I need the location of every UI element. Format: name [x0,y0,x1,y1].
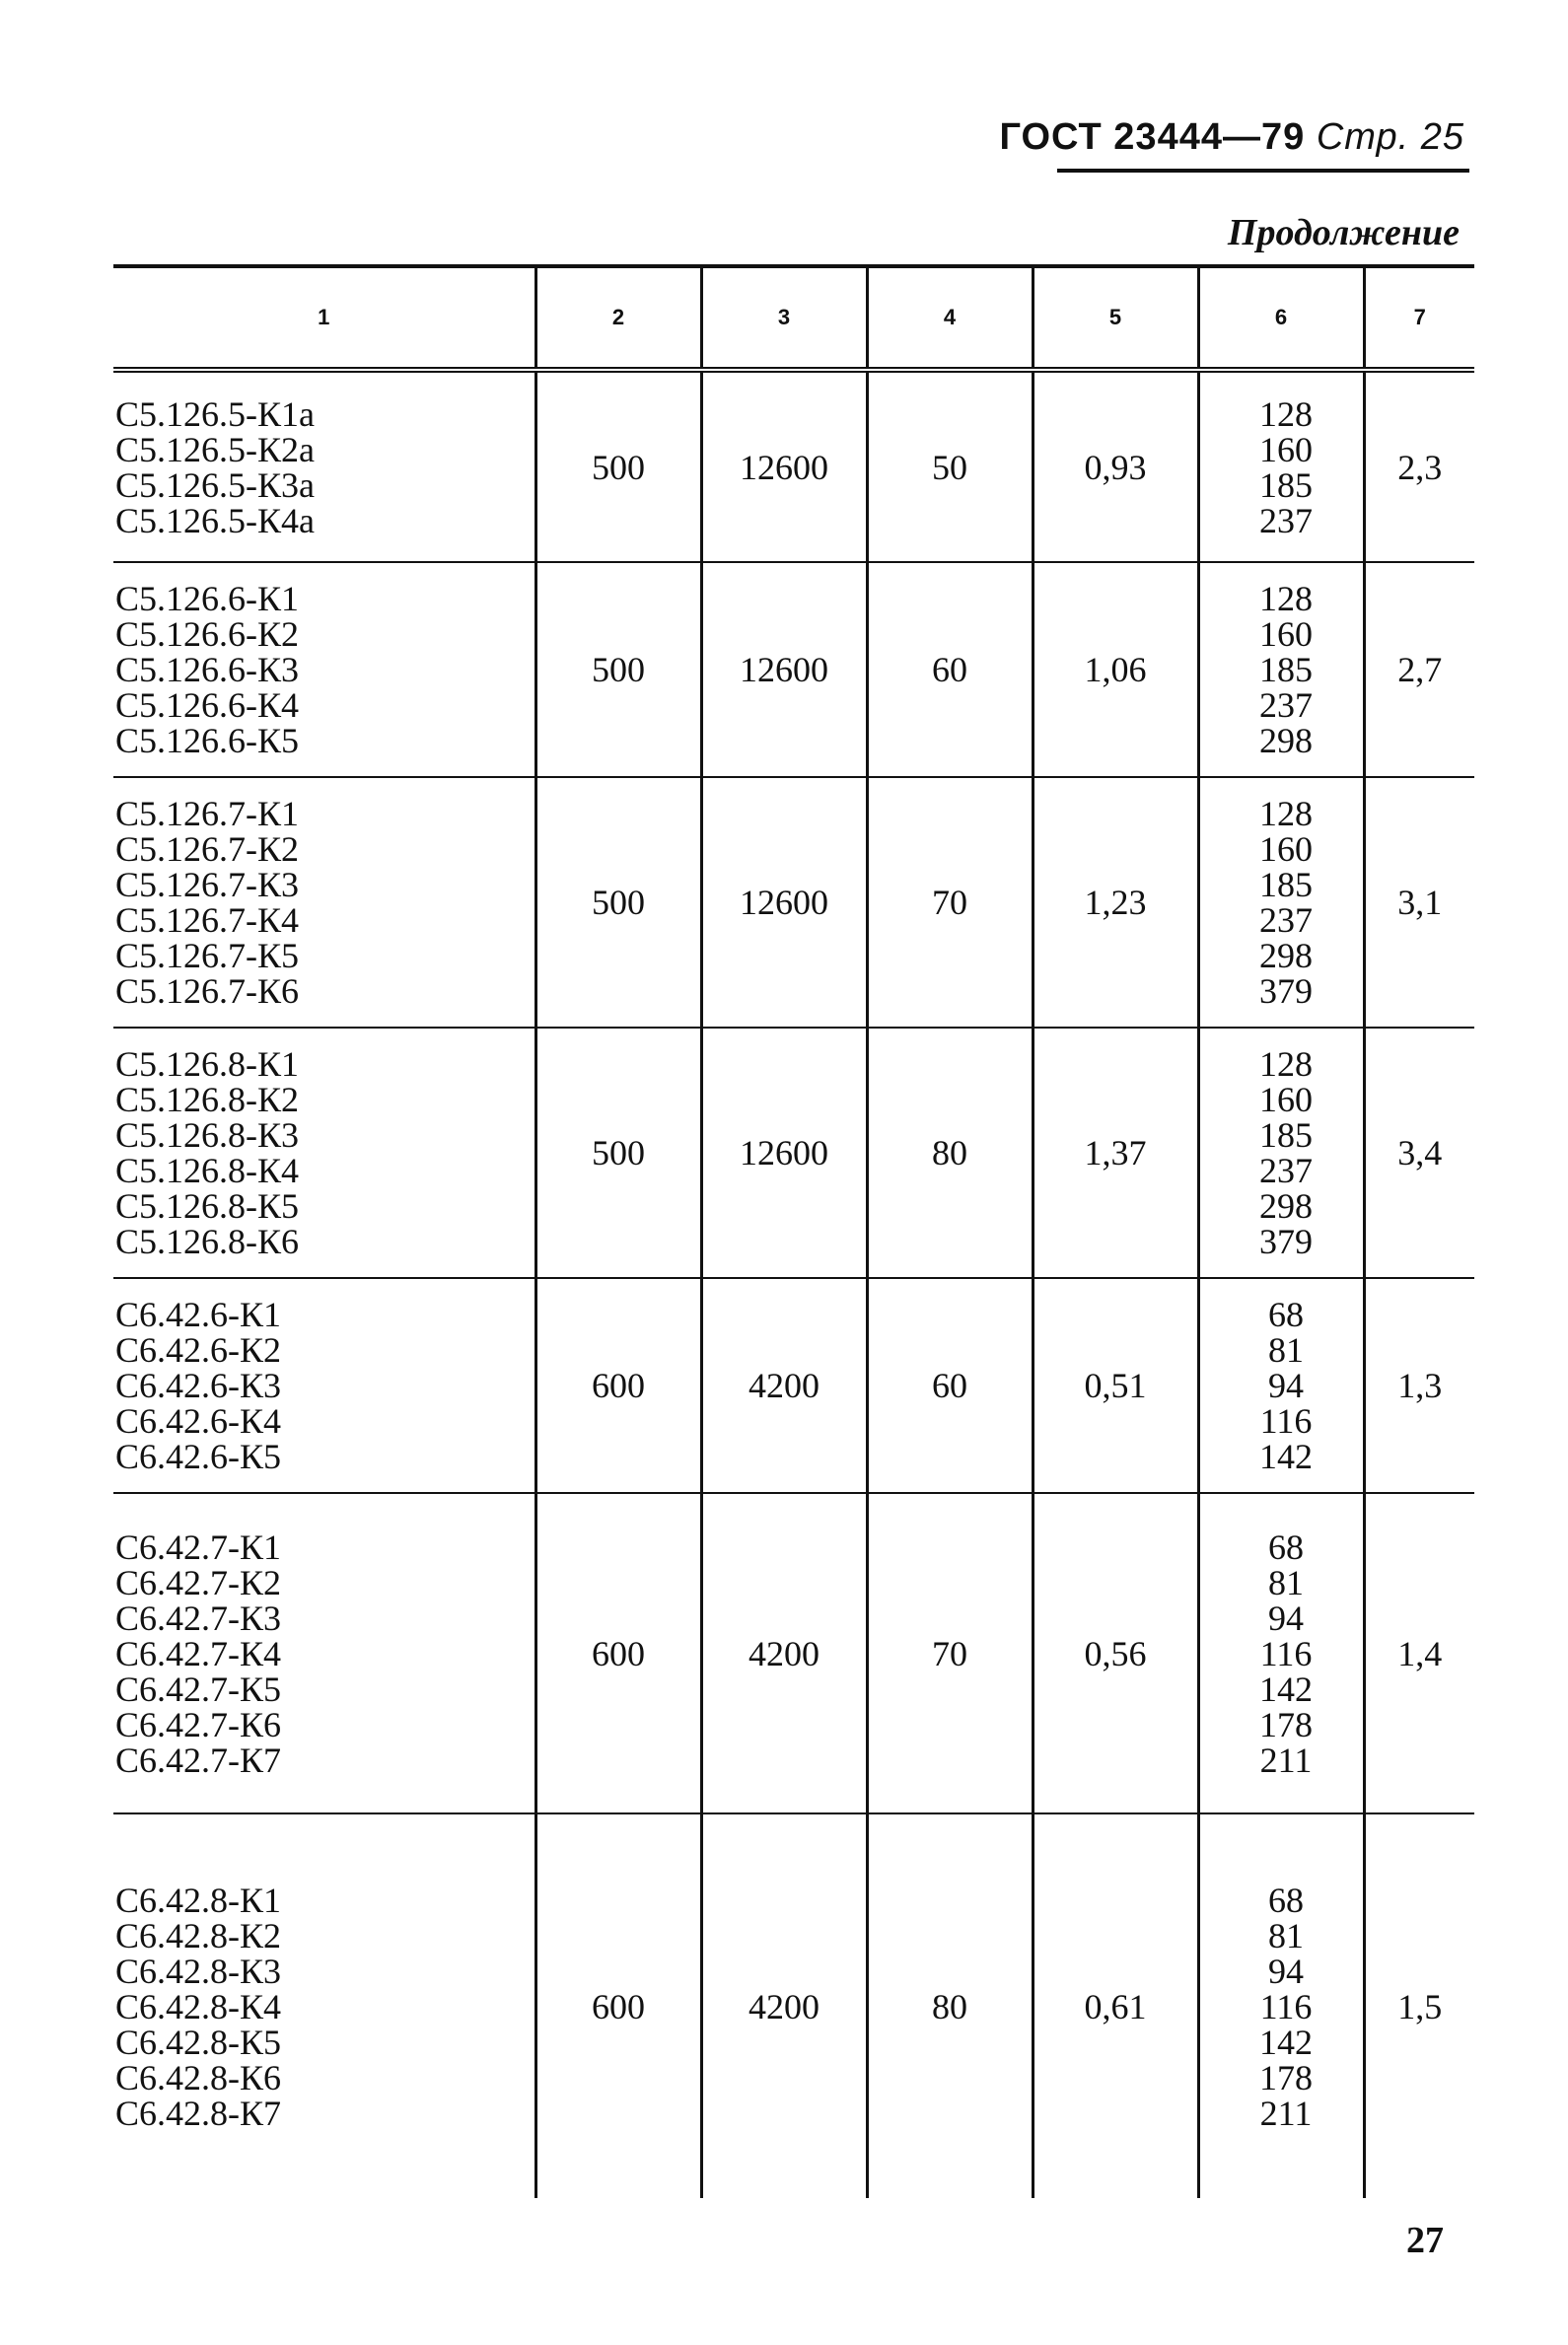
mark-line: С6.42.6-К4 [115,1401,282,1441]
mark-line: С5.126.7-К5 [115,936,300,975]
mark-line: С5.126.8-К2 [115,1080,300,1119]
column-header: 4 [867,266,1033,370]
value-cell: 600 [535,1278,701,1493]
value-cell: 0,56 [1033,1493,1198,1813]
mark-cell [113,1493,535,1813]
header-row [113,266,1474,370]
mark-line: С6.42.8-К1 [115,1880,282,1920]
load-line: 178 [1259,1704,1313,1744]
column-header: 5 [1033,266,1198,370]
table-row [113,370,1474,562]
mark-line: С6.42.6-К1 [115,1295,282,1334]
value-cell: 1,06 [1033,562,1198,777]
gost-number: ГОСТ 23444—79 [999,116,1306,158]
value-cell: 60 [867,1278,1033,1493]
mark-cell [113,1028,535,1278]
mark-line: С5.126.5-К2а [115,429,315,469]
load-line: 94 [1268,1951,1304,1991]
mark-cell [113,1813,535,2198]
load-line: 68 [1268,1880,1304,1920]
value-cell: 0,61 [1033,1813,1198,2198]
mark-line: С5.126.8-К5 [115,1186,300,1226]
mark-line: С6.42.8-К4 [115,1986,282,2026]
value-cell: 12600 [701,562,867,777]
table-row [113,1278,1474,1493]
value-cell: 12600 [701,1028,867,1278]
value-cell: 12600 [701,370,867,562]
load-line: 185 [1259,865,1313,904]
mark-line: С5.126.5-К3а [115,464,315,505]
value-cell: 2,3 [1364,370,1474,562]
value-cell: 1,3 [1364,1278,1474,1493]
load-line: 116 [1259,1633,1313,1673]
mark-line: С5.126.6-К4 [115,685,300,725]
load-line: 81 [1268,1562,1304,1602]
value-cell: 80 [867,1813,1033,2198]
mark-line: С5.126.7-К6 [115,971,300,1011]
mark-cell [113,370,535,562]
load-line: 185 [1259,464,1313,505]
mark-line: С6.42.8-К6 [115,2057,282,2097]
value-cell: 4200 [701,1493,867,1813]
load-cell [1198,1028,1364,1278]
load-line: 178 [1259,2057,1313,2097]
mark-line: С6.42.6-К3 [115,1366,282,1405]
load-line: 116 [1259,1986,1313,2026]
value-cell: 4200 [701,1278,867,1493]
mark-line: С6.42.7-К3 [115,1598,282,1638]
mark-line: С6.42.7-К1 [115,1527,282,1567]
value-cell: 1,5 [1364,1813,1474,2198]
load-line: 128 [1259,579,1313,618]
mark-line: С6.42.8-К5 [115,2022,282,2062]
load-cell [1198,1813,1364,2198]
column-header: 6 [1198,266,1364,370]
mark-line: С5.126.6-К2 [115,614,300,654]
load-line: 142 [1259,1669,1313,1709]
value-cell: 1,4 [1364,1493,1474,1813]
mark-cell [113,1278,535,1493]
load-line: 160 [1259,829,1313,869]
mark-cell [113,777,535,1028]
load-cell [1198,562,1364,777]
load-line: 237 [1259,685,1313,725]
mark-line: С6.42.7-К4 [115,1633,282,1673]
mark-line: С6.42.8-К7 [115,2093,282,2133]
value-cell: 50 [867,370,1033,562]
mark-cell [113,562,535,777]
load-line: 237 [1259,500,1313,540]
load-line: 379 [1259,971,1313,1011]
page-header [999,116,1464,159]
mark-line: С6.42.7-К5 [115,1669,282,1709]
mark-line: С5.126.5-К4а [115,500,315,540]
load-line: 81 [1268,1915,1304,1955]
value-cell: 600 [535,1813,701,2198]
page-label: Стр. 25 [1316,116,1464,158]
value-cell: 12600 [701,777,867,1028]
mark-line: С6.42.8-К3 [115,1951,282,1991]
table-body [113,370,1474,2198]
column-header: 1 [113,266,535,370]
mark-line: С5.126.8-К4 [115,1151,300,1190]
page-number: 27 [1406,2220,1444,2261]
load-cell [1198,1493,1364,1813]
value-cell: 1,23 [1033,777,1198,1028]
load-line: 185 [1259,650,1313,689]
value-cell: 3,1 [1364,777,1474,1028]
value-cell: 70 [867,777,1033,1028]
load-line: 298 [1259,936,1313,975]
value-cell: 80 [867,1028,1033,1278]
mark-line: С5.126.8-К1 [115,1044,300,1084]
value-cell: 70 [867,1493,1033,1813]
table-row [113,1813,1474,2198]
load-line: 298 [1259,721,1313,760]
load-line: 160 [1259,614,1313,654]
mark-line: С5.126.8-К3 [115,1115,300,1155]
mark-line: С5.126.7-К4 [115,900,300,940]
mark-line: С5.126.8-К6 [115,1222,300,1261]
value-cell: 0,93 [1033,370,1198,562]
load-line: 94 [1268,1366,1304,1405]
mark-line: С5.126.6-К1 [115,579,300,618]
table-row [113,777,1474,1028]
mark-line: С5.126.6-К5 [115,721,300,760]
load-line: 94 [1268,1598,1304,1638]
mark-line: С6.42.6-К2 [115,1330,282,1370]
load-line: 237 [1259,900,1313,940]
specification-table [113,264,1474,2198]
mark-line: С5.126.7-К3 [115,865,300,904]
load-cell [1198,777,1364,1028]
value-cell: 3,4 [1364,1028,1474,1278]
load-line: 298 [1259,1186,1313,1226]
load-line: 379 [1259,1222,1313,1261]
table-row [113,1028,1474,1278]
header-rule [1057,169,1469,173]
value-cell: 500 [535,562,701,777]
table-row [113,562,1474,777]
value-cell: 600 [535,1493,701,1813]
value-cell: 500 [535,777,701,1028]
load-line: 211 [1259,1740,1313,1780]
load-line: 116 [1259,1401,1313,1441]
load-line: 160 [1259,1080,1313,1119]
load-line: 128 [1259,1044,1313,1084]
table-row [113,1493,1474,1813]
load-line: 68 [1268,1527,1304,1567]
load-line: 81 [1268,1330,1304,1370]
mark-line: С6.42.8-К2 [115,1915,282,1955]
mark-line: С5.126.5-К1а [115,393,315,434]
value-cell: 500 [535,370,701,562]
value-cell: 60 [867,562,1033,777]
mark-line: С6.42.7-К6 [115,1704,282,1744]
mark-line: С5.126.7-К2 [115,829,300,869]
load-cell [1198,370,1364,562]
mark-line: С6.42.7-К7 [115,1740,282,1780]
load-line: 160 [1259,429,1313,469]
value-cell: 2,7 [1364,562,1474,777]
load-line: 68 [1268,1295,1304,1334]
load-line: 211 [1259,2093,1313,2133]
load-line: 128 [1259,393,1313,434]
mark-line: С6.42.6-К5 [115,1437,282,1476]
mark-line: С5.126.6-К3 [115,650,300,689]
load-cell [1198,1278,1364,1493]
value-cell: 4200 [701,1813,867,2198]
mark-line: С5.126.7-К1 [115,794,300,833]
load-line: 142 [1259,1437,1313,1476]
mark-line: С6.42.7-К2 [115,1562,282,1602]
load-line: 185 [1259,1115,1313,1155]
value-cell: 0,51 [1033,1278,1198,1493]
column-header: 2 [535,266,701,370]
continuation-label: Продолжение [1227,212,1460,253]
column-header: 7 [1364,266,1474,370]
value-cell: 500 [535,1028,701,1278]
load-line: 142 [1259,2022,1313,2062]
value-cell: 1,37 [1033,1028,1198,1278]
load-line: 128 [1259,794,1313,833]
column-header: 3 [701,266,867,370]
load-line: 237 [1259,1151,1313,1190]
